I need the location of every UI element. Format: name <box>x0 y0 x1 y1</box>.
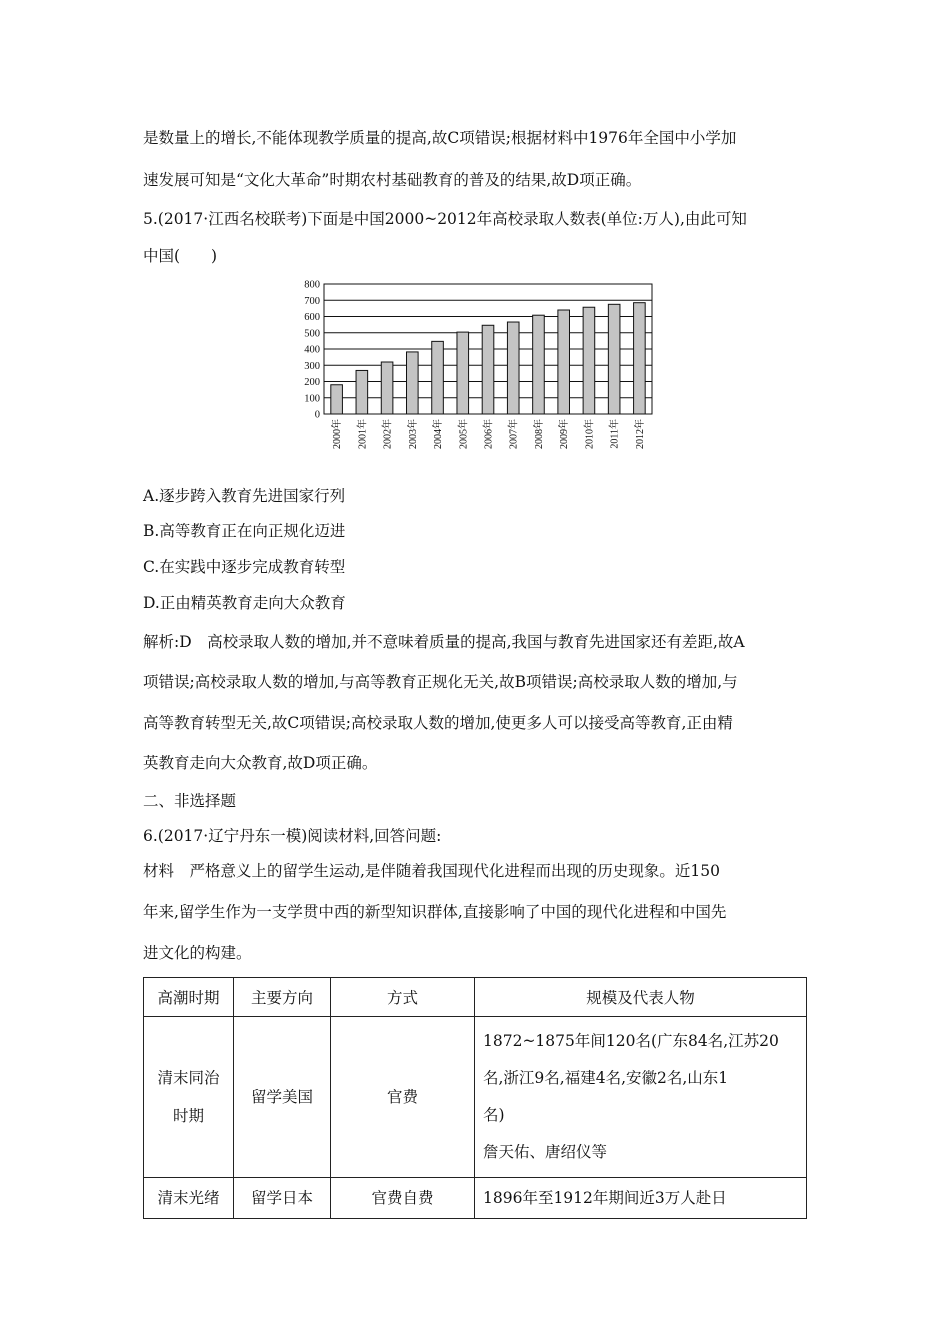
text-line: 速发展可知是“文化大革命”时期农村基础教育的普及的结果,故D项正确。 <box>143 171 642 189</box>
y-tick-label: 800 <box>304 279 320 291</box>
table-header-row <box>144 978 807 1017</box>
question-6-stem: 6.(2017·辽宁丹东一模)阅读材料,回答问题: <box>143 827 442 845</box>
text-line: 是数量上的增长,不能体现教学质量的提高,故C项错误;根据材料中1976年全国中小学加 <box>143 129 737 147</box>
x-tick-label: 2004年 <box>433 419 445 449</box>
option-c: C.在实践中逐步完成教育转型 <box>143 558 346 576</box>
header-direction: 主要方向 <box>234 978 331 1017</box>
section-heading: 二、非选择题 <box>143 792 237 810</box>
bar <box>381 362 393 414</box>
analysis-line: 英教育走向大众教育,故D项正确。 <box>143 754 378 772</box>
x-tick-label: 2011年 <box>609 419 621 449</box>
cell-period: 清末光绪 <box>144 1178 234 1219</box>
x-tick-label: 2006年 <box>483 419 495 449</box>
x-tick-label: 2012年 <box>634 419 646 449</box>
x-tick-label: 2002年 <box>382 419 394 449</box>
y-tick-label: 200 <box>304 377 320 388</box>
cell-direction: 留学日本 <box>234 1178 331 1219</box>
bar <box>608 304 620 414</box>
analysis-line: 高等教育转型无关,故C项错误;高校录取人数的增加,使更多人可以接受高等教育,正由精 <box>143 714 733 732</box>
cell-text: 名,浙江9名,福建4名,安徽2名,山东1 <box>483 1069 729 1087</box>
x-tick-label: 2007年 <box>508 419 520 449</box>
material-line: 年来,留学生作为一支学贯中西的新型知识群体,直接影响了中国的现代化进程和中国先 <box>143 903 727 921</box>
y-tick-label: 500 <box>304 328 320 340</box>
cell-method: 官费 <box>331 1017 475 1178</box>
table-row <box>144 1178 807 1219</box>
header-method: 方式 <box>331 978 475 1017</box>
bar <box>432 341 444 414</box>
study-abroad-table <box>143 977 807 1219</box>
cell-method: 官费自费 <box>331 1178 475 1219</box>
bar <box>482 325 494 414</box>
x-tick-label: 2005年 <box>458 419 470 449</box>
cell-text: 时期 <box>172 1107 204 1125</box>
header-scale: 规模及代表人物 <box>475 978 807 1017</box>
bar <box>507 322 519 414</box>
cell-scale: 1896年至1912年期间近3万人赴日 <box>475 1178 807 1219</box>
question-5-stem-end: 中国( ) <box>143 247 218 265</box>
cell-period <box>144 1017 234 1178</box>
bar <box>634 303 646 414</box>
bar <box>583 307 595 414</box>
y-tick-label: 700 <box>304 295 320 307</box>
analysis-line: 解析:D 高校录取人数的增加,并不意味着质量的提高,我国与教育先进国家还有差距,故A <box>143 633 745 651</box>
cell-text: 詹天佑、唐绍仪等 <box>483 1143 608 1161</box>
cell-text: 清末同治 <box>157 1069 220 1087</box>
y-tick-label: 600 <box>304 312 320 323</box>
x-tick-label: 2009年 <box>559 419 571 449</box>
header-period: 高潮时期 <box>144 978 234 1017</box>
material-line: 材料 严格意义上的留学生运动,是伴随着我国现代化进程而出现的历史现象。近150 <box>143 862 721 880</box>
cell-text: 名) <box>483 1106 505 1124</box>
bar <box>533 315 545 414</box>
bar <box>407 352 419 414</box>
x-tick-label: 2001年 <box>357 419 369 449</box>
x-tick-label: 2008年 <box>533 419 545 449</box>
x-tick-label: 2000年 <box>332 419 344 449</box>
analysis-line: 项错误;高校录取人数的增加,与高等教育正规化无关,故B项错误;高校录取人数的增加,与 <box>143 673 738 691</box>
bar <box>331 385 343 414</box>
table-row <box>144 1017 807 1178</box>
cell-scale <box>475 1017 807 1178</box>
bar <box>457 332 469 414</box>
y-tick-label: 400 <box>304 344 320 356</box>
enrollment-bar-chart <box>290 270 660 465</box>
y-tick-label: 0 <box>314 409 320 421</box>
y-tick-label: 300 <box>304 360 320 372</box>
bar <box>356 370 368 414</box>
x-tick-label: 2010年 <box>584 419 596 449</box>
question-5-stem: 5.(2017·江西名校联考)下面是中国2000~2012年高校录取人数表(单位:万人),由此可知 <box>143 210 747 228</box>
x-tick-label: 2003年 <box>407 419 419 449</box>
cell-direction: 留学美国 <box>234 1017 331 1178</box>
option-b: B.高等教育正在向正规化迈进 <box>143 522 346 540</box>
cell-text: 1872~1875年间120名(广东84名,江苏20 <box>483 1032 779 1050</box>
option-d: D.正由精英教育走向大众教育 <box>143 594 346 612</box>
y-tick-label: 100 <box>304 393 320 405</box>
material-line: 进文化的构建。 <box>143 944 252 962</box>
option-a: A.逐步跨入教育先进国家行列 <box>143 487 346 505</box>
bar <box>558 310 570 414</box>
